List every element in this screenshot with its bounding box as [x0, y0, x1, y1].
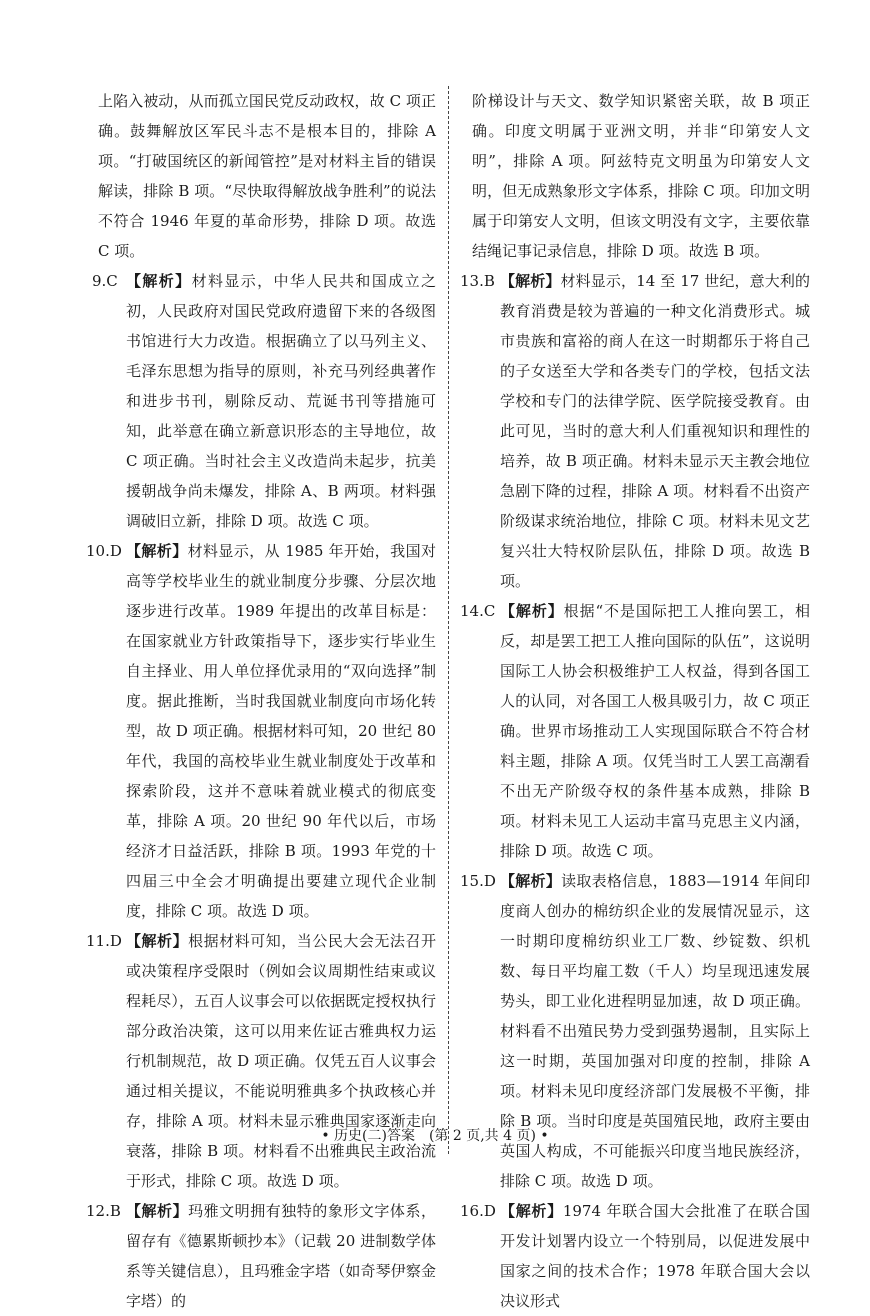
right-continuation-paragraph: 阶梯设计与天文、数学知识紧密关联，故 B 项正确。印度文明属于亚洲文明，并非“印第安人文明”，排除 A 项。阿兹特克文明虽为印第安人文明，但无成熟象形文字体系，排除 C 项。印加文明属于印第安人文明，但该文明没有文字，主要依靠结绳记事记录信息，排除 D 项。故选 B 项。 [472, 92, 810, 260]
analysis-tag: 【解析】 [126, 272, 192, 290]
answer-text: 材料显示，从 1985 年开始，我国对高等学校毕业生的就业制度分步骤、分层次地逐步进行改革。1989 年提出的改革目标是：在国家就业方针政策指导下，逐步实行毕业生自主择业、用人单位择优录用的“双向选择”制度。据此推断，当时我国就业制度向市场化转型，故 D 项正确。根据材料可知，20 世纪 80 年代，我国的高校毕业生就业制度处于改革和探索阶段，这并不意味着就业模式的彻底变革，排除 A 项。20 世纪 90 年代以后，市场经济才日益活跃，排除 B 项。1993 年党的十四届三中全会才明确提出要建立现代企业制度，排除 C 项。故选 D 项。 [126, 542, 436, 920]
analysis-tag: 【解析】 [500, 872, 562, 890]
answer-number: 14.C [460, 602, 496, 620]
answer-item-9 [92, 266, 436, 536]
answer-number: 13.B [460, 272, 495, 290]
page-footer: • 历史(二)答案 (第 2 页,共 4 页) • [321, 1128, 549, 1144]
answer-number: 12.B [86, 1202, 121, 1220]
analysis-tag: 【解析】 [126, 542, 188, 560]
answer-number: 10.D [86, 542, 122, 560]
analysis-tag: 【解析】 [126, 932, 189, 950]
answer-text: 玛雅文明拥有独特的象形文字体系，留存有《德累斯顿抄本》（记载 20 进制数学体系等关键信息），且玛雅金字塔（如奇琴伊察金字塔）的 [126, 1202, 436, 1310]
analysis-tag: 【解析】 [500, 1202, 563, 1220]
answer-number: 15.D [460, 872, 496, 890]
analysis-tag: 【解析】 [126, 1202, 189, 1220]
answer-text: 读取表格信息，1883—1914 年间印度商人创办的棉纺织企业的发展情况显示，这一时期印度棉纺织业工厂数、纱锭数、织机数、每日平均雇工数（千人）均呈现迅速发展势头，即工业化进程明显加速，故 D 项正确。材料看不出殖民势力受到强势遏制，且实际上这一时期，英国加强对印度的控制，排除 A 项。材料未见印度经济部门发展极不平衡，排除 B 项。当时印度是英国殖民地，政府主要由英国人构成，不可能振兴印度当地民族经济，排除 C 项。故选 D 项。 [500, 872, 810, 1190]
answer-text: 材料显示，14 至 17 世纪，意大利的教育消费是较为普遍的一种文化消费形式。城市贵族和富裕的商人在这一时期都乐于将自己的子女送至大学和各类专门的学校，包括文法学校和专门的法律学院、医学院接受教育。由此可见，当时的意大利人们重视知识和理性的培养，故 B 项正确。材料未显示天主教会地位急剧下降的过程，排除 A 项。材料看不出资产阶级谋求统治地位，排除 C 项。材料未见文艺复兴壮大特权阶层队伍，排除 D 项。故选 B 项。 [500, 272, 810, 590]
analysis-tag: 【解析】 [500, 272, 561, 290]
left-continuation-paragraph: 上陷入被动，从而孤立国民党反动政权，故 C 项正确。鼓舞解放区军民斗志不是根本目的，排除 A 项。“打破国统区的新闻管控”是对材料主旨的错误解读，排除 B 项。“尽快取得解放战争胜利”的说法不符合 1946 年夏的革命形势，排除 D 项。故选 C 项。 [98, 92, 436, 260]
answer-text: 材料显示，中华人民共和国成立之初，人民政府对国民党政府遗留下来的各级图书馆进行大力改造。根据确立了以马列主义、毛泽东思想为指导的原则，补充马列经典著作和进步书刊，剔除反动、荒诞书刊等措施可知，此举意在确立新意识形态的主导地位，故 C 项正确。当时社会主义改造尚未起步，抗美援朝战争尚未爆发，排除 A、B 两项。材料强调破旧立新，排除 D 项。故选 C 项。 [126, 272, 436, 530]
answer-item-16 [460, 1196, 810, 1316]
answer-item-10 [86, 536, 436, 926]
answer-item-11 [86, 926, 436, 1196]
answer-item-15 [460, 866, 810, 1196]
answer-number: 11.D [86, 932, 122, 950]
answer-item-14 [460, 596, 810, 866]
answer-text: 1974 年联合国大会批准了在联合国开发计划署内设立一个特别局，以促进发展中国家之间的技术合作；1978 年联合国大会以决议形式 [500, 1202, 810, 1310]
answer-number: 9.C [92, 272, 118, 290]
answer-text: 根据“不是国际把工人推向罢工，相反，却是罢工把工人推向国际的队伍”，这说明国际工人协会积极维护工人权益，得到各国工人的认同，对各国工人极具吸引力，故 C 项正确。世界市场推动工人实现国际联合不符合材料主题，排除 A 项。仅凭当时工人罢工高潮看不出无产阶级夺权的条件基本成熟，排除 B 项。材料未见工人运动丰富马克思主义内涵，排除 D 项。故选 C 项。 [500, 602, 810, 860]
answer-item-13 [460, 266, 810, 596]
analysis-tag: 【解析】 [500, 602, 564, 620]
column-divider [448, 86, 449, 1154]
answer-number: 16.D [460, 1202, 496, 1220]
answer-item-12 [86, 1196, 436, 1316]
answer-text: 根据材料可知，当公民大会无法召开或决策程序受限时（例如会议周期性结束或议程耗尽），五百人议事会可以依据既定授权执行部分政治决策，这可以用来佐证古雅典权力运行机制规范，故 D 项正确。仅凭五百人议事会通过相关提议，不能说明雅典多个执政核心并存，排除 A 项。材料未显示雅典国家逐渐走向衰落，排除 B 项。材料看不出雅典民主政治流于形式，排除 C 项。故选 D 项。 [126, 932, 436, 1190]
